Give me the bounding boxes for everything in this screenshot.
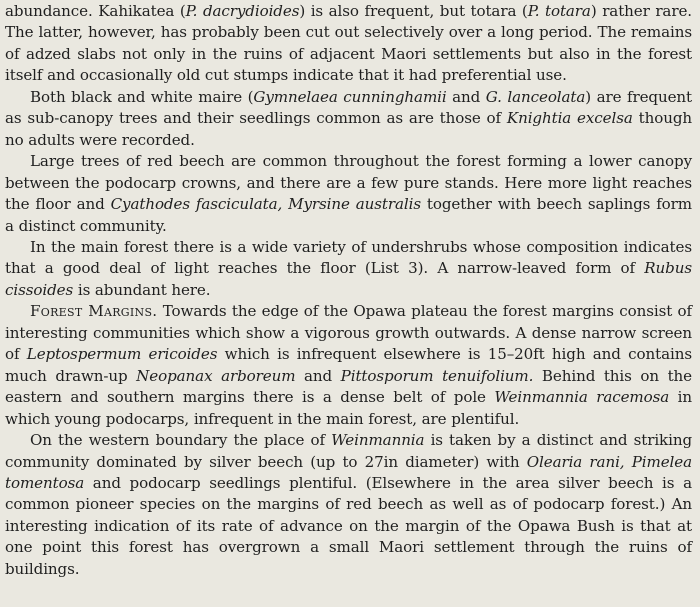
- species-name: Weinmannia: [331, 431, 425, 450]
- text-run: Large trees of red beech are common throughout the forest forming a lower canopy between the podocarp crowns, and there are a few pure stands. Here more light reaches the floor and: [5, 152, 692, 214]
- paragraph-5-forest-margins: [5, 301, 692, 430]
- text-run: ) rather rare. The latter, however, has probably been cut out selectively over a long period. The remains of adzed slabs not only in the ruins of adjacent Maori settlements but also in the forest itself and occasionally old cut stumps indicate that it had preferential use.: [5, 2, 692, 85]
- text-run: is abundant here.: [73, 280, 211, 299]
- species-name: P. totara: [527, 2, 591, 20]
- text-run: ) is also frequent, but totara (: [299, 2, 528, 20]
- text-run: Towards the edge of the Opawa plateau the forest margins consist of interesting communities which show a vigorous growth outwards. A dense narrow screen of: [5, 302, 692, 364]
- text-run: which is infrequent elsewhere is 15–20ft high and contains much drawn-up: [5, 345, 692, 385]
- text-run: though no adults were recorded.: [5, 109, 693, 149]
- text-run: together with beech saplings form a distinct community.: [5, 195, 692, 235]
- species-name: Olearia rani, Pimelea tomentosa: [5, 452, 692, 492]
- section-heading: Forest Margins.: [30, 302, 158, 321]
- paragraph-3: [5, 151, 692, 237]
- species-name: Cyathodes fasciculata, Myrsine australis: [110, 195, 421, 214]
- species-name: G. lanceolata: [485, 87, 586, 106]
- paragraph-1: [5, 1, 692, 87]
- text-run: Both black and white maire (: [30, 87, 254, 106]
- species-name: Pittosporum tenuifolium.: [340, 366, 534, 385]
- paragraph-2: [5, 87, 692, 151]
- text-run: On the western boundary the place of: [30, 431, 332, 450]
- text-run: and: [446, 87, 486, 106]
- text-run: and: [295, 366, 341, 385]
- species-name: Rubus cissoides: [5, 259, 692, 299]
- species-name: Gymnelaea cunninghamii: [253, 87, 447, 106]
- text-run: in which young podocarps, infrequent in the main forest, are plentiful.: [5, 388, 692, 428]
- text-run: ) are frequent as sub-canopy trees and their seedlings common as are those of: [5, 87, 693, 128]
- species-name: Neopanax arboreum: [136, 366, 296, 385]
- text-run: and podocarp seedlings plentiful. (Elsewhere in the area silver beech is a common pioneer species on the margins of red beech as well as of podocarp forest.) An interesting indication of its rate of advance on the margin of the Opawa Bush is that at one point this forest has overgrown a small Maori settlement through the ruins of buildings.: [5, 473, 692, 578]
- text-run: Behind this on the eastern and southern margins there is a dense belt of pole: [5, 366, 692, 407]
- species-name: P. dacrydioides: [185, 2, 300, 20]
- paragraph-4: [5, 237, 692, 301]
- species-name: Weinmannia racemosa: [494, 388, 670, 407]
- species-name: Leptospermum ericoides: [26, 345, 218, 364]
- paragraph-6: [5, 430, 692, 580]
- text-run: is taken by a distinct and striking community dominated by silver beech (up to 27in diameter) with: [5, 431, 693, 471]
- text-run: abundance. Kahikatea (: [5, 2, 186, 20]
- species-name: Knightia excelsa: [506, 109, 633, 128]
- text-run: In the main forest there is a wide variety of undershrubs whose composition indicates that a good deal of light reaches the floor (List 3). A narrow-leaved form of: [5, 237, 692, 278]
